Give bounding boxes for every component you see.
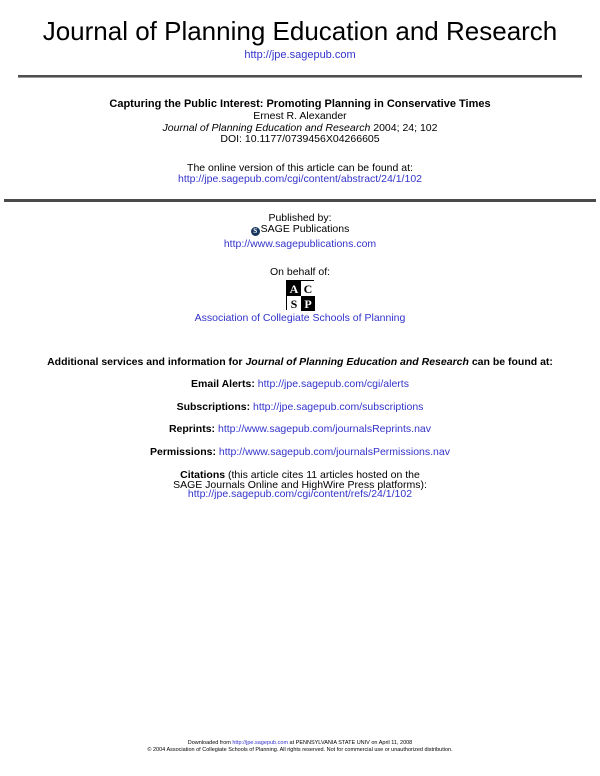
citations-link[interactable]: http://jpe.sagepub.com/cgi/content/refs/24/1/102 (187, 488, 413, 500)
sage-publications-name: SAGE Publications (260, 223, 350, 235)
downloaded-suffix: at PENNSYLVANIA STATE UNIV on April 11, 2008 (288, 740, 413, 746)
on-behalf-of-label: On behalf of: (269, 265, 331, 278)
sage-url-line (0, 239, 600, 251)
page-footer (0, 740, 600, 753)
acsp-logo-icon (286, 280, 314, 310)
services-intro-prefix: Additional services and information for (47, 355, 246, 368)
acsp-link-line (0, 313, 600, 325)
email-alerts-label: Email Alerts: (191, 378, 255, 390)
citations-block (0, 471, 600, 500)
acsp-logo-letter-c: C (301, 281, 315, 296)
acsp-logo-letter-s: S (287, 296, 301, 311)
journal-url-link[interactable]: http://jpe.sagepub.com (244, 49, 356, 61)
email-alerts-link[interactable]: http://jpe.sagepub.com/cgi/alerts (257, 378, 409, 390)
service-row-permissions (0, 447, 600, 459)
permissions-label: Permissions: (150, 445, 216, 458)
article-title: Capturing the Public Interest: Promoting Planning in Conservative Times (109, 98, 491, 110)
acsp-organization-link[interactable]: Association of Collegiate Schools of Planning (194, 312, 406, 324)
article-citation-block (0, 98, 600, 146)
sage-publications-link[interactable]: http://www.sagepublications.com (223, 238, 377, 250)
citations-note-1: (this article cites 11 articles hosted on the (225, 469, 420, 481)
published-by-label: Published by: (268, 211, 332, 224)
citation-volume-page: 2004; 24; 102 (370, 121, 438, 134)
online-version-label: The online version of this article can be found at: (187, 161, 413, 174)
acsp-logo-letter-a: A (287, 281, 301, 296)
citations-label: Citations (180, 469, 226, 481)
services-intro-suffix: can be found at: (468, 355, 553, 368)
reprints-link[interactable]: http://www.sagepub.com/journalsReprints.nav (217, 423, 432, 435)
sage-logo-icon: S (251, 227, 260, 236)
acsp-logo-letter-p: P (301, 296, 315, 311)
service-row-reprints (0, 424, 600, 436)
permissions-link[interactable]: http://www.sagepub.com/journalsPermissions.nav (218, 445, 450, 458)
subscriptions-link[interactable]: http://jpe.sagepub.com/subscriptions (253, 400, 424, 413)
citation-journal-name: Journal of Planning Education and Research (162, 121, 371, 134)
citations-line-2: SAGE Journals Online and HighWire Press platforms): (173, 478, 427, 491)
online-version-block (0, 163, 600, 186)
section-divider (4, 199, 596, 202)
services-intro-journal: Journal of Planning Education and Research (245, 355, 469, 368)
masthead-divider (18, 75, 582, 78)
services-intro (0, 357, 600, 369)
citations-line-3 (0, 490, 600, 500)
journal-title: Journal of Planning Education and Research (42, 16, 558, 46)
service-row-subscriptions (0, 402, 600, 414)
subscriptions-label: Subscriptions: (176, 400, 251, 413)
copyright-line: © 2004 Association of Collegiate Schools of Planning. All rights reserved. Not for commercial use or unauthorized distribution. (147, 746, 453, 753)
sage-publications-line (0, 224, 600, 236)
journal-site-url-line (0, 49, 600, 62)
article-doi: DOI: 10.1177/0739456X04266605 (220, 133, 380, 145)
footer-journal-link[interactable]: http://jpe.sagepub.com (232, 740, 289, 746)
abstract-url-link[interactable]: http://jpe.sagepub.com/cgi/content/abstract/24/1/102 (178, 173, 422, 185)
reprints-label: Reprints: (168, 423, 216, 435)
service-row-email-alerts (0, 379, 600, 391)
downloaded-prefix: Downloaded from (187, 740, 233, 746)
article-author: Ernest R. Alexander (253, 110, 347, 122)
